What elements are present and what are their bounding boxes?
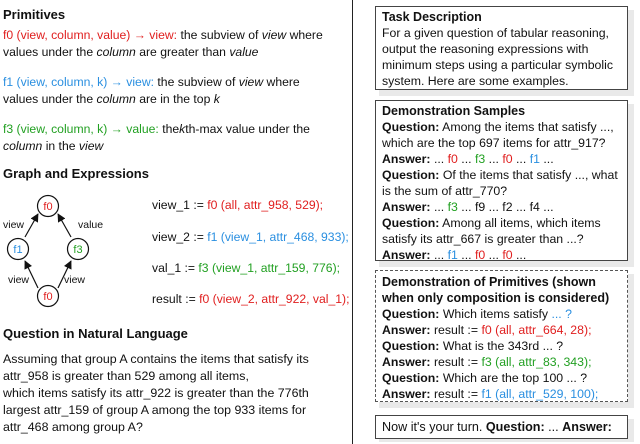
demo-answer-1: Answer: ... f0 ... f3 ... f0 ... f1 ... — [382, 152, 554, 166]
primitive-f3: f3 (view, column, k) → value: thekth-max value under the — [3, 122, 310, 136]
edge-label-left-down: view — [8, 274, 30, 286]
expression-row: view_2 := f1 (view_1, attr_468, 933); — [152, 230, 349, 244]
prim-question-1: Question: Which items satisfy ... ? — [382, 307, 572, 321]
primitive-f1-desc: values under the column are in the top k — [3, 92, 220, 106]
task-description-box: Task Description For a given question of tabular reasoning, output the reasoning expressions with minimum steps using a particular symbolic system. Here are some examples. — [375, 6, 628, 90]
primitives-demo-title: Demonstration of Primitives (shown when only composition is considered) — [382, 275, 610, 305]
edge-label-left-up: view — [3, 219, 25, 231]
prim-answer-2: Answer: result := f3 (all, attr_83, 343); — [382, 355, 592, 369]
demo-answer-3: Answer: ... f1 ... f0 ... f0 ... — [382, 248, 527, 262]
demo-question-1: Question: Among the items that satisfy ..., — [382, 120, 614, 134]
edge-left-top — [25, 214, 38, 237]
prim-answer-3: Answer: result := f1 (all, attr_529, 100); — [382, 387, 599, 401]
question-title: Question in Natural Language — [3, 326, 188, 341]
primitive-f0-signature: f0 (view, column, value) → view: — [3, 28, 178, 42]
edge-label-right-down: view — [64, 274, 86, 286]
expression-row: result := f0 (view_2, attr_922, val_1); — [152, 292, 350, 306]
node-right-label: f3 — [73, 244, 83, 256]
demo-question-2: Question: Of the items that satisfy ..., what — [382, 168, 618, 182]
your-turn-box — [375, 415, 628, 439]
prim-question-3: Question: Which are the top 100 ... ? — [382, 371, 588, 385]
question-text: Assuming that group A contains the items that satisfy its attr_958 is greater than 529 among all items, which items satisfy its attr_922 is greater than the 776th largest attr_159 of group A among the top 933 items for attr_468 among group A? — [3, 352, 309, 434]
prim-question-2: Question: What is the 343rd ... ? — [382, 339, 564, 353]
primitives-demo-box — [375, 270, 628, 402]
primitive-f3-desc: column in the view — [3, 139, 104, 153]
primitive-f0-desc: values under the column are greater than value — [3, 45, 259, 59]
primitive-f3-signature: f3 (view, column, k) → value: — [3, 122, 159, 136]
node-left-label: f1 — [13, 244, 23, 256]
your-turn-line: Now it's your turn. Question: ... Answer: — [382, 420, 612, 434]
task-description-title: Task Description — [382, 10, 482, 24]
column-divider — [352, 0, 353, 444]
primitive-f1: f1 (view, column, k) → view: the subview of view where — [3, 75, 300, 89]
demonstration-samples-title: Demonstration Samples — [382, 104, 526, 118]
primitive-f1-signature: f1 (view, column, k) → view: — [3, 75, 155, 89]
primitives-title: Primitives — [3, 7, 66, 22]
expression-row: val_1 := f3 (view_1, attr_159, 776); — [152, 261, 341, 275]
node-top-label: f0 — [43, 201, 53, 213]
expression-row: view_1 := f0 (all, attr_958, 529); — [152, 198, 324, 212]
edge-label-right-up: value — [78, 219, 104, 231]
edge-right-top — [58, 214, 71, 237]
node-bottom-label: f0 — [43, 291, 53, 303]
expression-graph — [0, 186, 130, 316]
primitive-f0: f0 (view, column, value) → view: the subview of view where — [3, 28, 323, 42]
demonstration-samples-box: Demonstration Samples Question: Among the items that satisfy ..., which are the top 697 items for attr_917? Answer: ... f0 ... f3 ... f0 ... f1 ... Question: Of the items that satisfy ..., what is the sum of attr_770? Answer: ... f3 ... f9 ... f2 ... f4 ... Question: Among all items, which items satisfy its attr_667 is greater than ...? Answer: ... f1 ... f0 ... f0 ... — [375, 100, 628, 261]
graph-title: Graph and Expressions — [3, 166, 149, 181]
prim-answer-1: Answer: result := f0 (all, attr_664, 28); — [382, 323, 592, 337]
demo-answer-2: Answer: ... f3 ... f9 ... f2 ... f4 ... — [382, 200, 554, 214]
demo-question-3: Question: Among all items, which items — [382, 216, 601, 230]
